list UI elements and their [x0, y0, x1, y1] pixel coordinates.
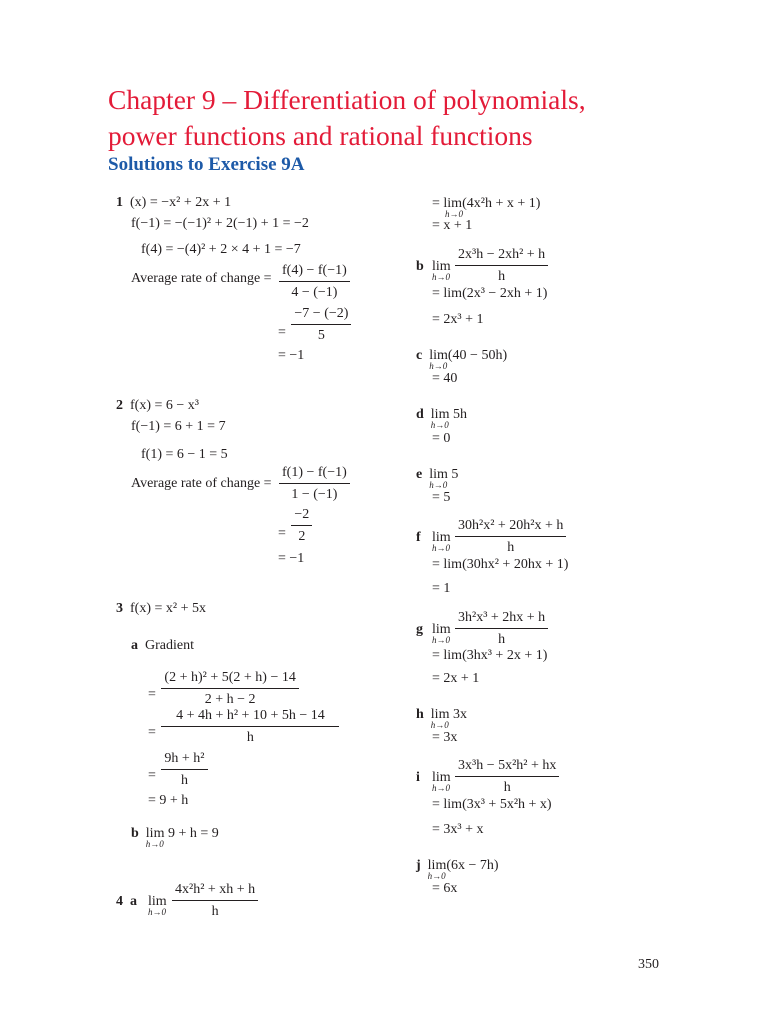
- q4f-line-2: = lim(30hx² + 20hx + 1): [432, 557, 569, 572]
- q4h-label: h: [416, 707, 424, 722]
- q4e-lim: [429, 467, 459, 490]
- chapter-title: [108, 82, 728, 154]
- q4g-fraction: [453, 610, 550, 648]
- q3a-step-3-eq: =: [148, 768, 156, 784]
- q3b-label: b: [131, 826, 139, 841]
- q3b-lim: [145, 826, 165, 849]
- q4b-lim-sub: h→0: [432, 272, 450, 282]
- q1-step-eq: =: [278, 325, 286, 341]
- q3a-result: = 9 + h: [148, 793, 189, 808]
- q4f-lim: [432, 530, 451, 553]
- chapter-title-line-2: power functions and rational functions: [108, 120, 533, 151]
- q4g-lim-sub: h→0: [432, 635, 450, 645]
- q1-step-numerator: −7 − (−2): [294, 306, 349, 321]
- q1-line-2: f(−1) = −(−1)² + 2(−1) + 1 = −2: [131, 216, 309, 231]
- q2-step-numerator: −2: [294, 507, 310, 522]
- q2-line-2: f(−1) = 6 + 1 = 7: [131, 419, 226, 434]
- q1-line-1: [116, 195, 231, 211]
- q2-result: = −1: [278, 551, 305, 566]
- q4b-label-text: b: [416, 259, 424, 274]
- q3a-step-1-denominator: 2 + h − 2: [161, 688, 298, 708]
- q4c-line-1: [416, 348, 508, 371]
- q4c-expression: lim(40 − 50h): [429, 348, 508, 363]
- q1-arc-label: Average rate of change =: [131, 271, 272, 286]
- q4a-cont-result: = x + 1: [432, 218, 473, 233]
- q3a-step-2-numerator: 4 + 4h + h² + 10 + 5h − 14: [176, 708, 325, 723]
- q4a-fraction: [170, 882, 260, 920]
- q2-line-1: [116, 398, 199, 414]
- q1-arc-denominator: 4 − (−1): [279, 281, 350, 301]
- q4a-cont-lim-sub: h→0: [445, 209, 463, 219]
- q4c-label: c: [416, 348, 423, 363]
- q4i-numerator: 3x³h − 5x²h² + hx: [458, 758, 557, 773]
- q4g-lim-op: [432, 622, 451, 645]
- q3a-step-2: [148, 708, 341, 746]
- q4f-frac: [455, 518, 566, 556]
- q4g-lim: [432, 622, 451, 645]
- q4a-lim-sub: h→0: [148, 907, 166, 917]
- q4c-result: = 40: [432, 371, 458, 386]
- q4f-lim-sub: h→0: [432, 543, 450, 553]
- q4-label-line: [116, 894, 137, 910]
- q4b-lim-op: [432, 259, 451, 282]
- q4a-label: a: [130, 894, 137, 909]
- q4f-denominator: h: [455, 536, 566, 556]
- q4i-lim-word: lim: [432, 770, 451, 785]
- q4f-result: = 1: [432, 581, 451, 596]
- q3a-step-3-denominator: h: [161, 769, 207, 789]
- q2-number: 2: [116, 398, 123, 413]
- q4j-expression: lim(6x − 7h): [427, 858, 499, 873]
- q4e-line-1: [416, 467, 459, 490]
- q2-arc-numerator: f(1) − f(−1): [282, 465, 347, 480]
- q4j-label: j: [416, 858, 421, 873]
- q4g-denominator: h: [455, 628, 548, 648]
- q4b-numerator: 2x³h − 2xh² + h: [458, 247, 546, 262]
- q2-line-3: f(1) = 6 − 1 = 5: [141, 447, 228, 462]
- q4i-fraction: [453, 758, 561, 796]
- q4e-label: e: [416, 467, 423, 482]
- q2-step-frac: [291, 507, 312, 545]
- q3a-step-1-frac: [161, 670, 298, 708]
- q4j-line-1: [416, 858, 499, 881]
- q3b-lim-word: lim: [145, 826, 165, 841]
- q3a-step-1-numerator: (2 + h)² + 5(2 + h) − 14: [164, 670, 296, 685]
- q4j-lim: [427, 858, 499, 881]
- q4d-label: d: [416, 407, 424, 422]
- q4f-lim-op: [432, 530, 451, 553]
- q1-definition: (x) = −x² + 2x + 1: [130, 195, 232, 210]
- q4d-lim-sub: h→0: [430, 420, 449, 430]
- q3b-lim-sub: h→0: [145, 839, 164, 849]
- q4a-lim-op: [148, 894, 167, 917]
- q3a-step-3-numerator: 9h + h²: [164, 751, 205, 766]
- q4a-denominator: h: [172, 900, 258, 920]
- q3a-step-2-frac: [161, 708, 339, 746]
- q4b-fraction: [453, 247, 550, 285]
- q3a-step-1-eq: =: [148, 687, 156, 703]
- q4f-fraction: [453, 518, 568, 556]
- q1-result: = −1: [278, 348, 305, 363]
- q1-step-frac: [291, 306, 351, 344]
- q4a-cont-expression: (4x²h + x + 1): [462, 196, 541, 211]
- q4e-result: = 5: [432, 490, 451, 505]
- q2-definition: f(x) = 6 − x³: [130, 398, 199, 413]
- q4i-frac: [455, 758, 559, 796]
- q3a-line: [131, 638, 194, 654]
- q2-arc-fraction: [277, 465, 352, 503]
- q3a-step-2-eq: =: [148, 725, 156, 741]
- q4i-denominator: h: [455, 776, 559, 796]
- q4f-numerator: 30h²x² + 20h²x + h: [458, 518, 564, 533]
- q4g-numerator: 3h²x³ + 2hx + h: [458, 610, 546, 625]
- q1-step: [278, 306, 353, 352]
- q4i-lim-sub: h→0: [432, 783, 450, 793]
- q4i-line-2: = lim(3x³ + 5x²h + x): [432, 797, 552, 812]
- q4h-result: = 3x: [432, 730, 458, 745]
- q4a-cont-lim-word: = lim: [432, 196, 463, 211]
- q4d-result: = 0: [432, 431, 451, 446]
- q4e-lim-sub: h→0: [429, 480, 448, 490]
- q4i-lim: [432, 770, 451, 793]
- q4a-frac: [172, 882, 258, 920]
- q4-number: 4: [116, 894, 123, 909]
- q4b-label: [416, 259, 424, 275]
- q4j-lim-sub: h→0: [427, 871, 446, 881]
- q3b-expression: 9 + h = 9: [164, 826, 219, 841]
- q4g-lim-word: lim: [432, 622, 451, 637]
- q4f-label: [416, 530, 421, 546]
- q2-arc-denominator: 1 − (−1): [279, 483, 350, 503]
- q4a-lim: [148, 894, 167, 917]
- q4i-label-text: i: [416, 770, 420, 785]
- q2-step-eq: =: [278, 526, 286, 542]
- q4g-label-text: g: [416, 622, 423, 637]
- q4f-label-text: f: [416, 530, 421, 545]
- q4b-lim-word: lim: [432, 259, 451, 274]
- q4c-lim: [429, 348, 508, 371]
- q4h-line-1: [416, 707, 467, 730]
- q3a-text: Gradient: [145, 638, 194, 653]
- q4a-cont-lim: [432, 196, 463, 219]
- q2-arc-frac: [279, 465, 350, 503]
- q4g-label: [416, 622, 423, 638]
- q4i-result: = 3x³ + x: [432, 822, 484, 837]
- q4b-denominator: h: [455, 265, 548, 285]
- q4i-lim-op: [432, 770, 451, 793]
- q4d-lim: [430, 407, 467, 430]
- q4e-expression: lim 5: [429, 467, 459, 482]
- q1-line-3: f(4) = −(4)² + 2 × 4 + 1 = −7: [141, 242, 301, 257]
- q3-line-1: [116, 601, 206, 617]
- q1-arc-fraction: [277, 263, 352, 301]
- q4g-line-2: = lim(3hx³ + 2x + 1): [432, 648, 548, 663]
- q3-number: 3: [116, 601, 123, 616]
- q4b-result: = 2x³ + 1: [432, 312, 484, 327]
- q1-number: 1: [116, 195, 123, 210]
- q4h-lim: [430, 707, 467, 730]
- q2-arc-label: Average rate of change =: [131, 476, 272, 491]
- q1-arc-numerator: f(4) − f(−1): [282, 263, 347, 278]
- q4j-result: = 6x: [432, 881, 458, 896]
- q4i-label: [416, 770, 420, 786]
- q3-definition: f(x) = x² + 5x: [130, 601, 206, 616]
- q4a-lim-word: lim: [148, 894, 167, 909]
- q2-step-denominator: 2: [291, 525, 312, 545]
- q3a-step-1: [148, 670, 301, 708]
- q4h-lim-sub: h→0: [430, 720, 449, 730]
- q1-arc-frac: [279, 263, 350, 301]
- q3b-line: [131, 826, 219, 849]
- q3a-step-3-frac: [161, 751, 207, 789]
- q3a-step-2-denominator: h: [161, 726, 339, 746]
- q4g-result: = 2x + 1: [432, 671, 480, 686]
- q4d-expression: lim 5h: [430, 407, 467, 422]
- q3a-label: a: [131, 638, 138, 653]
- q4f-lim-word: lim: [432, 530, 451, 545]
- q3a-step-3: [148, 751, 210, 789]
- q4g-frac: [455, 610, 548, 648]
- exercise-subtitle: Solutions to Exercise 9A: [108, 154, 305, 175]
- q4a-cont-line-1: [432, 196, 541, 219]
- q4c-lim-sub: h→0: [429, 361, 448, 371]
- page-number: 350: [638, 957, 659, 972]
- q1-step-denominator: 5: [291, 324, 351, 344]
- q4a-numerator: 4x²h² + xh + h: [175, 882, 256, 897]
- q4b-lim: [432, 259, 451, 282]
- q4d-line-1: [416, 407, 467, 430]
- q4b-frac: [455, 247, 548, 285]
- q4b-line-2: = lim(2x³ − 2xh + 1): [432, 286, 548, 301]
- q4h-expression: lim 3x: [430, 707, 467, 722]
- q2-step: [278, 507, 314, 553]
- chapter-title-line-1: Chapter 9 – Differentiation of polynomials,: [108, 84, 586, 115]
